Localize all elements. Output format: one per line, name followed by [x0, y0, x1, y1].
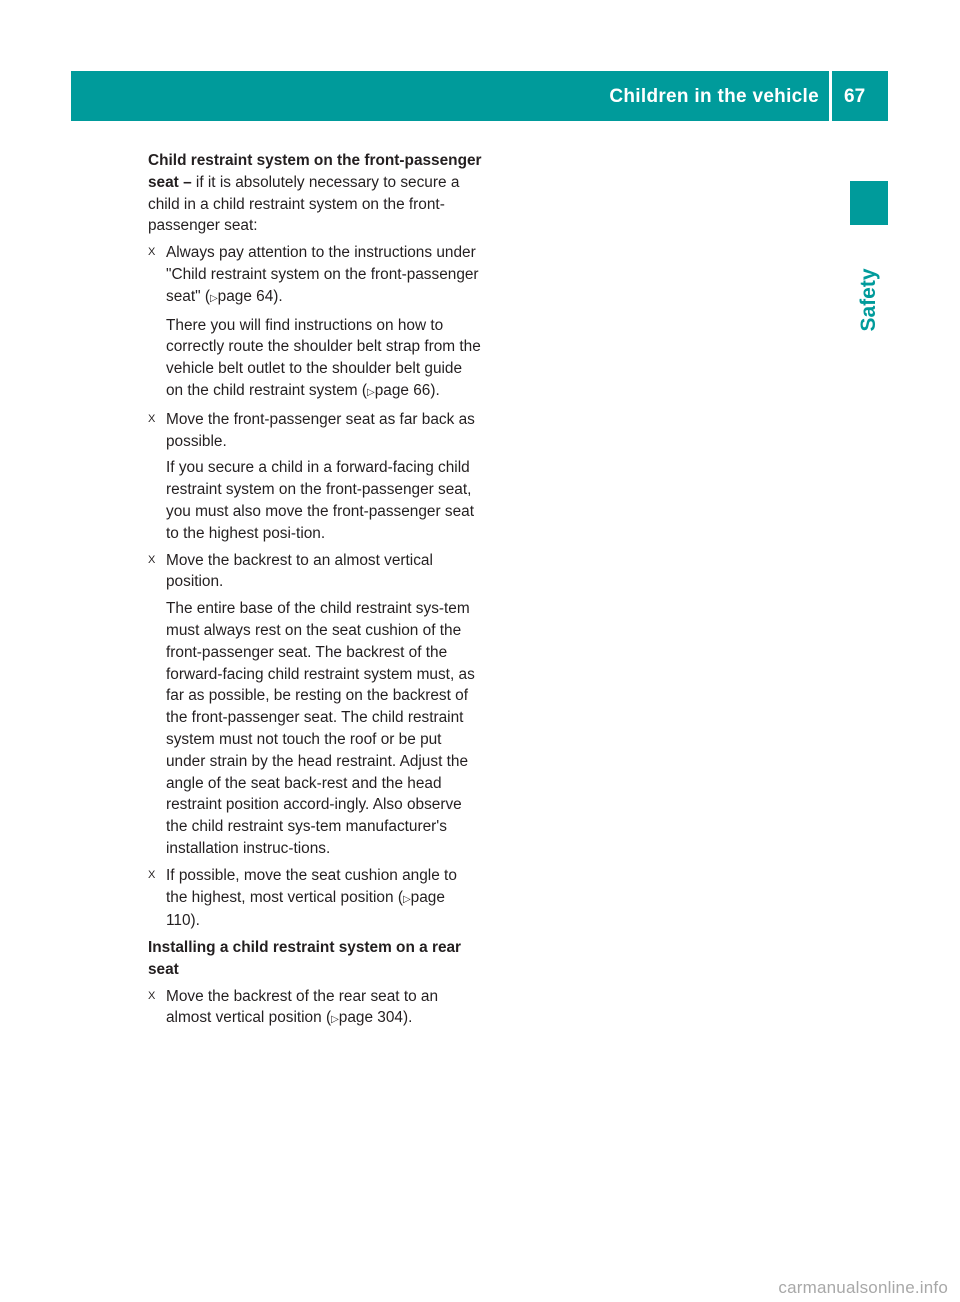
- watermark: carmanualsonline.info: [778, 1278, 948, 1297]
- step-1-note-text: There you will find instructions on how to correctly route the shoulder belt strap from the vehicle belt outlet to the shoulder belt guide on the child restraint system (: [166, 316, 481, 399]
- step-4-ref[interactable]: page 110).: [166, 888, 445, 930]
- step-1-text: Always pay attention to the instructions under "Child restraint system on the front-passenger seat" (: [166, 244, 479, 305]
- page-ref-icon: ▷: [331, 1014, 339, 1026]
- step-arrow-icon: X: [148, 553, 156, 566]
- section-heading: Installing a child restraint system on a rear seat: [148, 939, 462, 978]
- step-3-text: Move the backrest to an almost vertical position.: [166, 551, 433, 591]
- side-label: Safety: [857, 268, 880, 332]
- step-4-text: If possible, move the seat cushion angle to the highest, most vertical position (: [166, 866, 457, 906]
- step-1-note: [148, 315, 482, 404]
- intro-heading: Child restraint system on the front-passenger seat –: [148, 152, 482, 191]
- section-title: Children in the vehicle: [609, 86, 819, 107]
- step-5-text: Move the backrest of the rear seat to an almost vertical position (: [166, 987, 439, 1027]
- intro-text: if it is absolutely necessary to secure a child in a child restraint system on the front-passenger seat:: [148, 173, 460, 235]
- header-divider: [829, 71, 832, 121]
- page-number: 67: [844, 86, 866, 107]
- step-5: [148, 986, 482, 1032]
- step-2-text: Move the front-passenger seat as far back as possible.: [166, 410, 475, 450]
- step-1-ref[interactable]: page 64).: [217, 287, 283, 305]
- step-1: [148, 242, 482, 309]
- step-3: [148, 550, 482, 594]
- page-ref-icon: ▷: [209, 292, 218, 304]
- step-5-ref[interactable]: page 304).: [338, 1009, 413, 1027]
- step-3-note: The entire base of the child restraint sys-tem must always rest on the seat cushion of the front-passenger seat. The backrest of the forward-facing child restraint system must, as far as possible, be resting on the backrest of the front-passenger seat. The child restraint system must not touch the roof or be put under strain by the head restraint. Adjust the angle of the seat back-rest and the head restraint position accord-ingly. Also observe the child restraint sys-tem manufacturer's installation instruc-tions.: [166, 600, 475, 857]
- step-arrow-icon: X: [148, 412, 156, 425]
- side-tab: [850, 181, 888, 225]
- step-2: [148, 409, 482, 453]
- step-2-note: If you secure a child in a forward-facing child restraint system on the front-passenger seat, you must also move the front-passenger seat to the highest posi-tion.: [166, 459, 474, 542]
- main-content: [148, 150, 482, 1036]
- step-arrow-icon: X: [148, 989, 156, 1002]
- step-1-note-ref[interactable]: page 66).: [374, 381, 440, 399]
- page-ref-icon: ▷: [402, 893, 411, 905]
- step-arrow-icon: X: [148, 868, 156, 881]
- step-arrow-icon: X: [148, 246, 156, 259]
- page-ref-icon: ▷: [367, 386, 375, 398]
- step-4: [148, 865, 482, 932]
- intro-paragraph: [148, 150, 482, 237]
